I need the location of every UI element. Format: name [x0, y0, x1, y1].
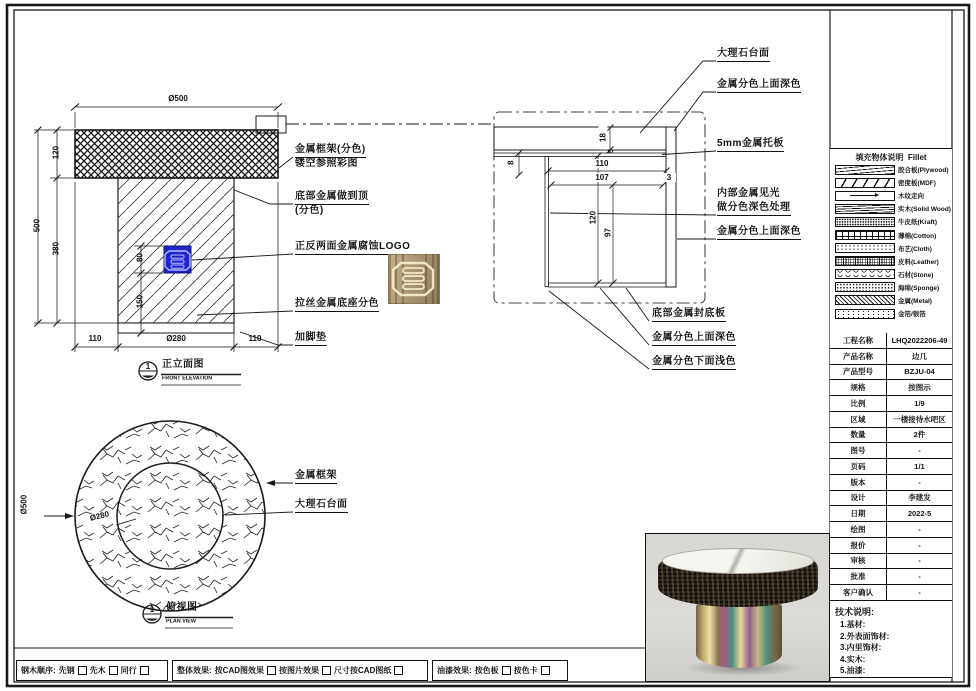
note-marble-top: 大理石台面 — [717, 48, 770, 62]
note-metal-plate: 5mm金属托板 — [717, 138, 784, 152]
etched-logo-blue — [164, 246, 191, 273]
pattern-swatch-foil-icon — [835, 309, 895, 319]
legend-label: 海绵(Sponge) — [898, 284, 940, 292]
row-value: 李建发 — [908, 493, 931, 503]
etched-logo-gold — [388, 254, 440, 304]
pattern-swatch-metal-icon — [835, 295, 895, 305]
table-row — [830, 538, 952, 554]
row-value: 一楼接待水吧区 — [893, 414, 946, 424]
pattern-swatch-solid-wood-icon — [835, 204, 895, 214]
table-row — [830, 443, 952, 459]
dim-3: 3 — [662, 173, 676, 182]
legend-row — [830, 202, 952, 215]
checkbox-icon — [394, 666, 403, 675]
row-label: 产品名称 — [830, 349, 887, 364]
row-label: 批准 — [830, 569, 887, 584]
legend-row — [830, 163, 952, 176]
legend-label: 牛皮纸(Kraft) — [898, 219, 937, 227]
row-label: 页码 — [830, 459, 887, 474]
footer-option: 按色板 — [474, 666, 499, 675]
row-label: 设计 — [830, 491, 887, 506]
row-label: 绘图 — [830, 522, 887, 537]
note-inner-metal-2: 做分色深色处理 — [717, 202, 791, 216]
note-hollow-ref: 镂空参照彩图 — [295, 158, 358, 169]
dim-120: 120 — [51, 145, 61, 160]
tech-notes — [830, 601, 952, 678]
row-value: - — [918, 572, 921, 582]
section-detail-view — [494, 61, 716, 369]
note-inner-metal-1: 内部金属见光 — [717, 188, 780, 199]
plan-view — [44, 421, 293, 628]
tech-note-item: 3.内里饰材: — [840, 643, 882, 652]
row-value: - — [918, 524, 921, 534]
tech-notes-title: 技术说明: — [835, 607, 874, 617]
legend-label: 实木(Solid Wood) — [898, 206, 951, 214]
dim-top-diameter: Ø500 — [168, 94, 188, 103]
elevation-title-cn: 正立面图 — [162, 359, 204, 370]
title-block-table — [830, 333, 952, 601]
row-value: - — [918, 556, 921, 566]
footer-group-label: 钢木顺序: — [21, 666, 56, 675]
row-label: 图号 — [830, 443, 887, 458]
table-row — [830, 554, 952, 570]
row-value: 1/1 — [914, 461, 925, 471]
legend-label: 木纹走向 — [898, 193, 924, 201]
plan-dim-outer: Ø500 — [19, 494, 29, 515]
row-value: 2022-5 — [907, 509, 932, 519]
plan-detail-number: 1 — [149, 605, 155, 614]
pattern-swatch-sponge-icon — [835, 282, 895, 292]
fill-legend-title-en: Fillet — [907, 153, 927, 162]
table-row — [830, 569, 952, 585]
row-label: 规格 — [830, 380, 887, 395]
footer-group-label: 油漆效果: — [437, 666, 472, 675]
section-leader-lines — [549, 61, 716, 369]
table-row — [830, 475, 952, 491]
pattern-swatch-grain-direction-icon — [835, 191, 895, 201]
row-label: 版本 — [830, 475, 887, 490]
row-value: 按图示 — [908, 383, 931, 393]
note-dark-upper-1: 金属分色上面深色 — [717, 79, 801, 93]
row-label: 客户确认 — [830, 585, 887, 600]
checkbox-icon — [322, 666, 331, 675]
note-metal-frame: 金属框架(分色) — [295, 144, 366, 158]
note-dark-upper-3: 金属分色上面深色 — [652, 332, 736, 346]
row-label: 比例 — [830, 396, 887, 411]
table-row — [830, 333, 952, 349]
legend-label: 胶合板(Plywood) — [898, 167, 949, 175]
footer-option: 按CAD图效果 — [214, 666, 265, 675]
pattern-swatch-plywood-icon — [835, 165, 895, 175]
logo-reference-photo — [388, 254, 440, 304]
row-value: - — [918, 477, 921, 487]
photo-marble-top — [662, 548, 814, 574]
footer-option: 先钢 — [58, 666, 75, 675]
legend-row — [830, 268, 952, 281]
dim-18: 18 — [598, 126, 607, 150]
table-row — [830, 365, 952, 381]
note-bottom-metal-2: (分色) — [295, 205, 324, 216]
row-label: 报价 — [830, 538, 887, 553]
row-value: LHQ2022206-49 — [891, 335, 948, 345]
legend-row — [830, 176, 952, 189]
legend-label: 皮料(Leather) — [898, 258, 939, 266]
checkbox-icon — [109, 666, 118, 675]
row-value: 1/9 — [914, 398, 925, 408]
dim-110: 110 — [588, 159, 616, 168]
legend-label: 金箔/银箔 — [898, 311, 926, 319]
legend-row — [830, 307, 952, 320]
pattern-swatch-cotton-icon — [835, 230, 895, 240]
row-value: - — [918, 446, 921, 456]
photo-table-base — [696, 604, 782, 668]
table-row — [830, 459, 952, 475]
footer-option: 按色卡 — [513, 666, 538, 675]
table-row — [830, 522, 952, 538]
checkbox-icon — [502, 666, 511, 675]
footer-group-label: 整体效果: — [177, 666, 212, 675]
dim-80: 80 — [135, 253, 145, 263]
footer-paint-effect — [432, 660, 568, 681]
tech-note-item: 5.油漆: — [840, 666, 866, 675]
dim-150: 150 — [135, 294, 145, 309]
pattern-swatch-stone-icon — [835, 269, 895, 279]
row-value: - — [918, 540, 921, 550]
legend-row — [830, 281, 952, 294]
pattern-swatch-kraft-icon — [835, 217, 895, 227]
table-row — [830, 380, 952, 396]
note-bottom-seal-plate: 底部金属封底板 — [652, 308, 726, 322]
dim-107: 107 — [588, 173, 616, 182]
note-bottom-metal: 底部金属做到顶 — [295, 191, 369, 205]
table-row — [830, 349, 952, 365]
pattern-swatch-mdf-icon — [835, 178, 895, 188]
tech-note-item: 1.基材: — [840, 620, 866, 629]
row-label: 日期 — [830, 506, 887, 521]
fill-legend-title — [830, 149, 952, 163]
plan-title-en: PLAN VIEW — [166, 619, 197, 625]
row-label: 产品型号 — [830, 365, 887, 380]
plan-note-frame: 金属框架 — [295, 470, 337, 484]
legend-label: 布艺(Cloth) — [898, 245, 932, 253]
note-brushed-base: 拉丝金属底座分色 — [295, 298, 379, 312]
legend-label: 密度板(MDF) — [898, 180, 936, 188]
row-label: 工程名称 — [830, 333, 887, 348]
legend-row — [830, 294, 952, 307]
dim-bottom-280: Ø280 — [166, 334, 186, 343]
legend-row — [830, 242, 952, 255]
note-foot-pad: 加脚垫 — [295, 332, 327, 346]
checkbox-icon — [140, 666, 149, 675]
product-photo — [645, 533, 830, 682]
pattern-swatch-leather-icon — [835, 256, 895, 266]
table-row — [830, 506, 952, 522]
tech-note-item: 4.实木: — [840, 654, 866, 664]
footer-option: 先木 — [89, 666, 106, 675]
footer-option: 按图片效果 — [279, 666, 320, 675]
row-label: 审核 — [830, 554, 887, 569]
table-row — [830, 428, 952, 444]
dim-5: 5 — [607, 149, 615, 153]
dim-97: 97 — [603, 221, 612, 245]
dim-120-section: 120 — [588, 206, 597, 230]
dim-8: 8 — [506, 160, 516, 165]
fill-legend-title-cn: 填充物体说明 — [855, 153, 904, 162]
row-label: 数量 — [830, 428, 887, 443]
row-value: - — [918, 587, 921, 597]
elevation-title-en: FRONT ELEVATION — [162, 376, 213, 382]
row-value: 2件 — [913, 430, 926, 440]
plan-note-marble: 大理石台面 — [295, 499, 348, 513]
checkbox-icon — [541, 666, 550, 675]
row-label: 区域 — [830, 412, 887, 427]
legend-row — [830, 228, 952, 241]
legend-label: 石材(Stone) — [898, 271, 934, 279]
pattern-swatch-cloth-icon — [835, 243, 895, 253]
row-value: BZJU-04 — [904, 367, 935, 377]
footer-overall-effect — [172, 660, 428, 681]
note-etched-logo: 正反两面金属腐蚀LOGO — [295, 241, 410, 255]
table-row — [830, 412, 952, 428]
legend-row — [830, 189, 952, 202]
dim-500: 500 — [32, 218, 42, 233]
dim-bottom-110-right: 110 — [248, 334, 262, 343]
checkbox-icon — [78, 666, 87, 675]
plan-dim-inner: Ø280 — [88, 509, 111, 523]
dim-380: 380 — [51, 241, 61, 256]
table-row — [830, 585, 952, 601]
legend-row — [830, 215, 952, 228]
legend-row — [830, 255, 952, 268]
dim-bottom-110-left: 110 — [88, 334, 102, 343]
elevation-detail-number: 1 — [145, 362, 151, 371]
legend-label: 薄棉(Cotton) — [898, 232, 937, 240]
note-dark-upper-2: 金属分色上面深色 — [717, 226, 801, 240]
plan-title-cn: 俯视图 — [166, 602, 198, 613]
footer-steel-wood-order — [16, 660, 168, 681]
table-row — [830, 491, 952, 507]
footer-option: 同行 — [120, 666, 137, 675]
footer-option: 尺寸按CAD图纸 — [334, 666, 392, 675]
row-value: 边几 — [912, 351, 927, 361]
fill-legend — [830, 148, 952, 335]
table-row — [830, 396, 952, 412]
checkbox-icon — [267, 666, 276, 675]
tech-note-item: 2.外表面饰材: — [840, 631, 890, 641]
note-light-lower: 金属分色下面浅色 — [652, 356, 736, 370]
legend-label: 金属(Metal) — [898, 297, 932, 305]
